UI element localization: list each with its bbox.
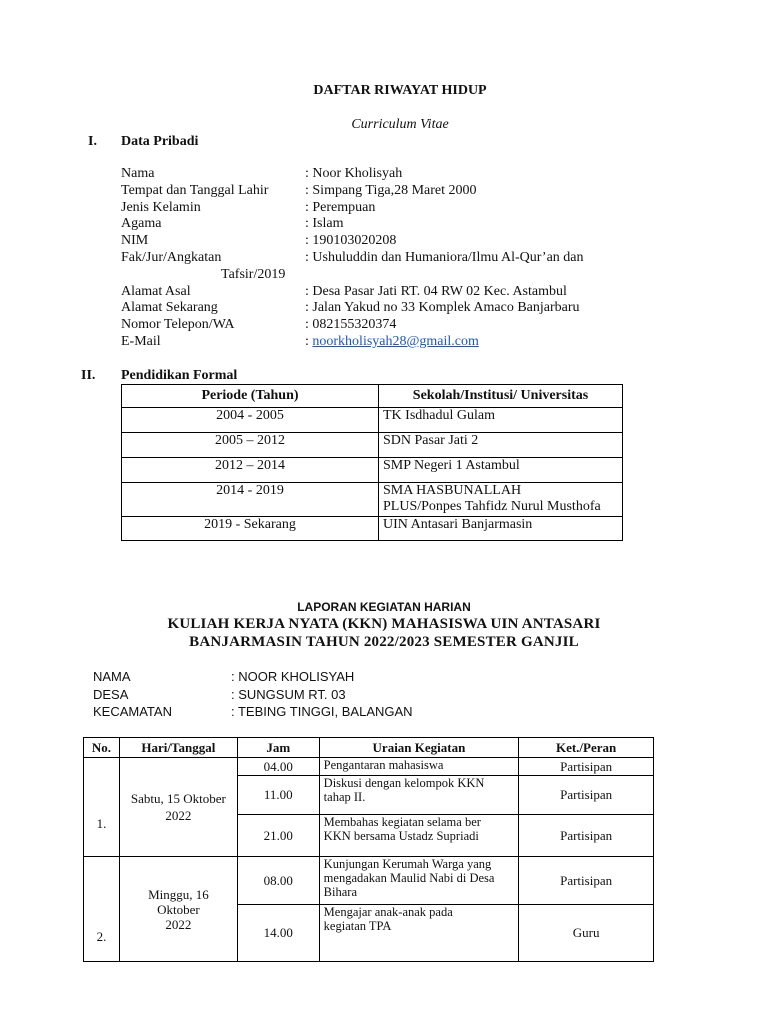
- personal-row: [121, 300, 641, 317]
- personal-value: : Desa Pasar Jati RT. 04 RW 02 Kec. Astambul: [305, 283, 567, 299]
- personal-data: [121, 166, 641, 351]
- personal-row: [121, 267, 641, 284]
- school-cell: [379, 483, 623, 517]
- personal-value: : Jalan Yakud no 33 Komplek Amaco Banjarbaru: [305, 300, 580, 316]
- description-line: KKN bersama Ustadz Supriadi: [323, 829, 479, 843]
- table-row: [122, 408, 623, 433]
- personal-row: [121, 317, 641, 334]
- role-cell: Partisipan: [519, 776, 654, 815]
- personal-row: [121, 233, 641, 250]
- time-cell: 21.00: [237, 815, 319, 857]
- personal-value: : Ushuluddin dan Humaniora/Ilmu Al-Qur’an dan: [305, 249, 584, 265]
- column-header: Sekolah/Institusi/ Universitas: [379, 385, 623, 408]
- day-number-cell: 1.: [84, 758, 120, 857]
- period-cell: 2004 - 2005: [122, 408, 379, 433]
- personal-row: [121, 334, 641, 351]
- identity-row: [93, 668, 413, 686]
- identity-label: KECAMATAN: [93, 704, 172, 719]
- personal-value: : Islam: [305, 216, 344, 232]
- column-header: Uraian Kegiatan: [319, 738, 519, 758]
- identity-label: DESA: [93, 686, 129, 702]
- date-line: Oktober: [157, 901, 200, 917]
- personal-label: NIM: [121, 233, 149, 249]
- description-line: mengadakan Maulid Nabi di Desa: [323, 871, 495, 885]
- identity-value: : SUNGSUM RT. 03: [231, 686, 346, 702]
- table-header-row: [84, 738, 654, 758]
- date-line: Minggu, 16: [148, 886, 209, 902]
- email-colon: :: [305, 333, 313, 349]
- table-row: [122, 517, 623, 541]
- column-header: Hari/Tanggal: [119, 738, 237, 758]
- date-line: 2022: [165, 916, 192, 932]
- personal-value: : Perempuan: [305, 199, 376, 215]
- personal-label: Tempat dan Tanggal Lahir: [121, 182, 269, 198]
- section-title: Data Pribadi: [121, 134, 199, 149]
- identity-label: NAMA: [93, 669, 131, 684]
- date-cell: [119, 857, 237, 962]
- period-cell: 2019 - Sekarang: [122, 517, 379, 541]
- column-header: Jam: [237, 738, 319, 758]
- document-subtitle: Curriculum Vitae: [351, 117, 449, 132]
- date-line: 2022: [165, 808, 192, 823]
- description-line: Diskusi dengan kelompok KKN: [323, 776, 485, 790]
- column-header: Periode (Tahun): [122, 385, 379, 408]
- description-line: kegiatan TPA: [323, 919, 392, 933]
- personal-value: : 082155320374: [305, 317, 397, 333]
- description-line: Bihara: [323, 885, 357, 899]
- description-line: tahap II.: [323, 790, 366, 804]
- section-number: II.: [81, 368, 96, 383]
- identity-value: : TEBING TINGGI, BALANGAN: [231, 704, 413, 719]
- report-title-line: KULIAH KERJA NYATA (KKN) MAHASISWA UIN ANTASARI: [167, 616, 601, 632]
- personal-label: Nama: [121, 166, 155, 181]
- personal-row: [121, 200, 641, 217]
- table-header-row: [122, 385, 623, 408]
- personal-label: E-Mail: [121, 333, 161, 349]
- school-cell: SDN Pasar Jati 2: [379, 433, 623, 458]
- role-cell: Partisipan: [519, 857, 654, 905]
- time-cell: 11.00: [237, 776, 319, 815]
- school-cell: UIN Antasari Banjarmasin: [379, 517, 623, 541]
- description-line: Membahas kegiatan selama ber: [323, 815, 481, 829]
- personal-value: : Noor Kholisyah: [305, 166, 403, 181]
- school-line: SMA HASBUNALLAH: [383, 483, 522, 498]
- identity-row: [93, 703, 413, 721]
- personal-row: [121, 216, 641, 233]
- section-number: I.: [88, 134, 97, 149]
- personal-row: [121, 166, 641, 183]
- role-cell: Partisipan: [519, 815, 654, 857]
- role-cell: Guru: [519, 905, 654, 962]
- education-table: [121, 384, 623, 541]
- description-cell: [319, 857, 519, 905]
- personal-label: Nomor Telepon/WA: [121, 317, 235, 333]
- school-line: PLUS/Ponpes Tahfidz Nurul Musthofa: [383, 499, 601, 514]
- school-cell: SMP Negeri 1 Astambul: [379, 458, 623, 483]
- document-title: DAFTAR RIWAYAT HIDUP: [313, 83, 487, 98]
- table-row: [84, 857, 654, 905]
- personal-value-continuation: Tafsir/2019: [221, 266, 286, 282]
- time-cell: 08.00: [237, 857, 319, 905]
- personal-label: Agama: [121, 216, 162, 232]
- school-cell: TK Isdhadul Gulam: [379, 408, 623, 433]
- personal-row: [121, 284, 641, 301]
- table-row: [122, 433, 623, 458]
- period-cell: 2005 – 2012: [122, 433, 379, 458]
- section-title: Pendidikan Formal: [121, 368, 238, 383]
- personal-label: Fak/Jur/Angkatan: [121, 249, 222, 265]
- personal-label: Alamat Sekarang: [121, 300, 218, 316]
- personal-value: : 190103020208: [305, 233, 397, 249]
- personal-row: [121, 183, 641, 200]
- identity-value: : NOOR KHOLISYAH: [231, 669, 355, 684]
- identity-row: [93, 686, 413, 704]
- time-cell: 14.00: [237, 905, 319, 962]
- column-header: Ket./Peran: [519, 738, 654, 758]
- table-row: [122, 458, 623, 483]
- report-title-line: BANJARMASIN TAHUN 2022/2023 SEMESTER GANJIL: [189, 634, 579, 650]
- table-row: [84, 758, 654, 776]
- description-line: Mengajar anak-anak pada: [323, 905, 453, 919]
- activity-table: [83, 737, 654, 962]
- table-row: [122, 483, 623, 517]
- period-cell: 2014 - 2019: [122, 483, 379, 517]
- personal-row: [121, 250, 641, 267]
- description-cell: [319, 815, 519, 857]
- day-number-cell: 2.: [84, 857, 120, 962]
- description-cell: [319, 905, 519, 962]
- description-line: Kunjungan Kerumah Warga yang: [323, 857, 492, 871]
- email-link[interactable]: noorkholisyah28@gmail.com: [312, 333, 479, 349]
- time-cell: 04.00: [237, 758, 319, 776]
- column-header: No.: [84, 738, 120, 758]
- personal-label: Alamat Asal: [121, 283, 191, 299]
- date-line: Sabtu, 15 Oktober: [130, 791, 226, 806]
- personal-value: : Simpang Tiga,28 Maret 2000: [305, 182, 477, 198]
- role-cell: Partisipan: [519, 758, 654, 776]
- period-cell: 2012 – 2014: [122, 458, 379, 483]
- description-cell: [319, 776, 519, 815]
- email-value: [305, 334, 641, 351]
- date-cell: [119, 758, 237, 857]
- description-cell: Pengantaran mahasiswa: [319, 758, 519, 776]
- personal-label: Jenis Kelamin: [121, 199, 201, 215]
- report-identity: [93, 668, 413, 721]
- report-heading: LAPORAN KEGIATAN HARIAN: [297, 600, 471, 614]
